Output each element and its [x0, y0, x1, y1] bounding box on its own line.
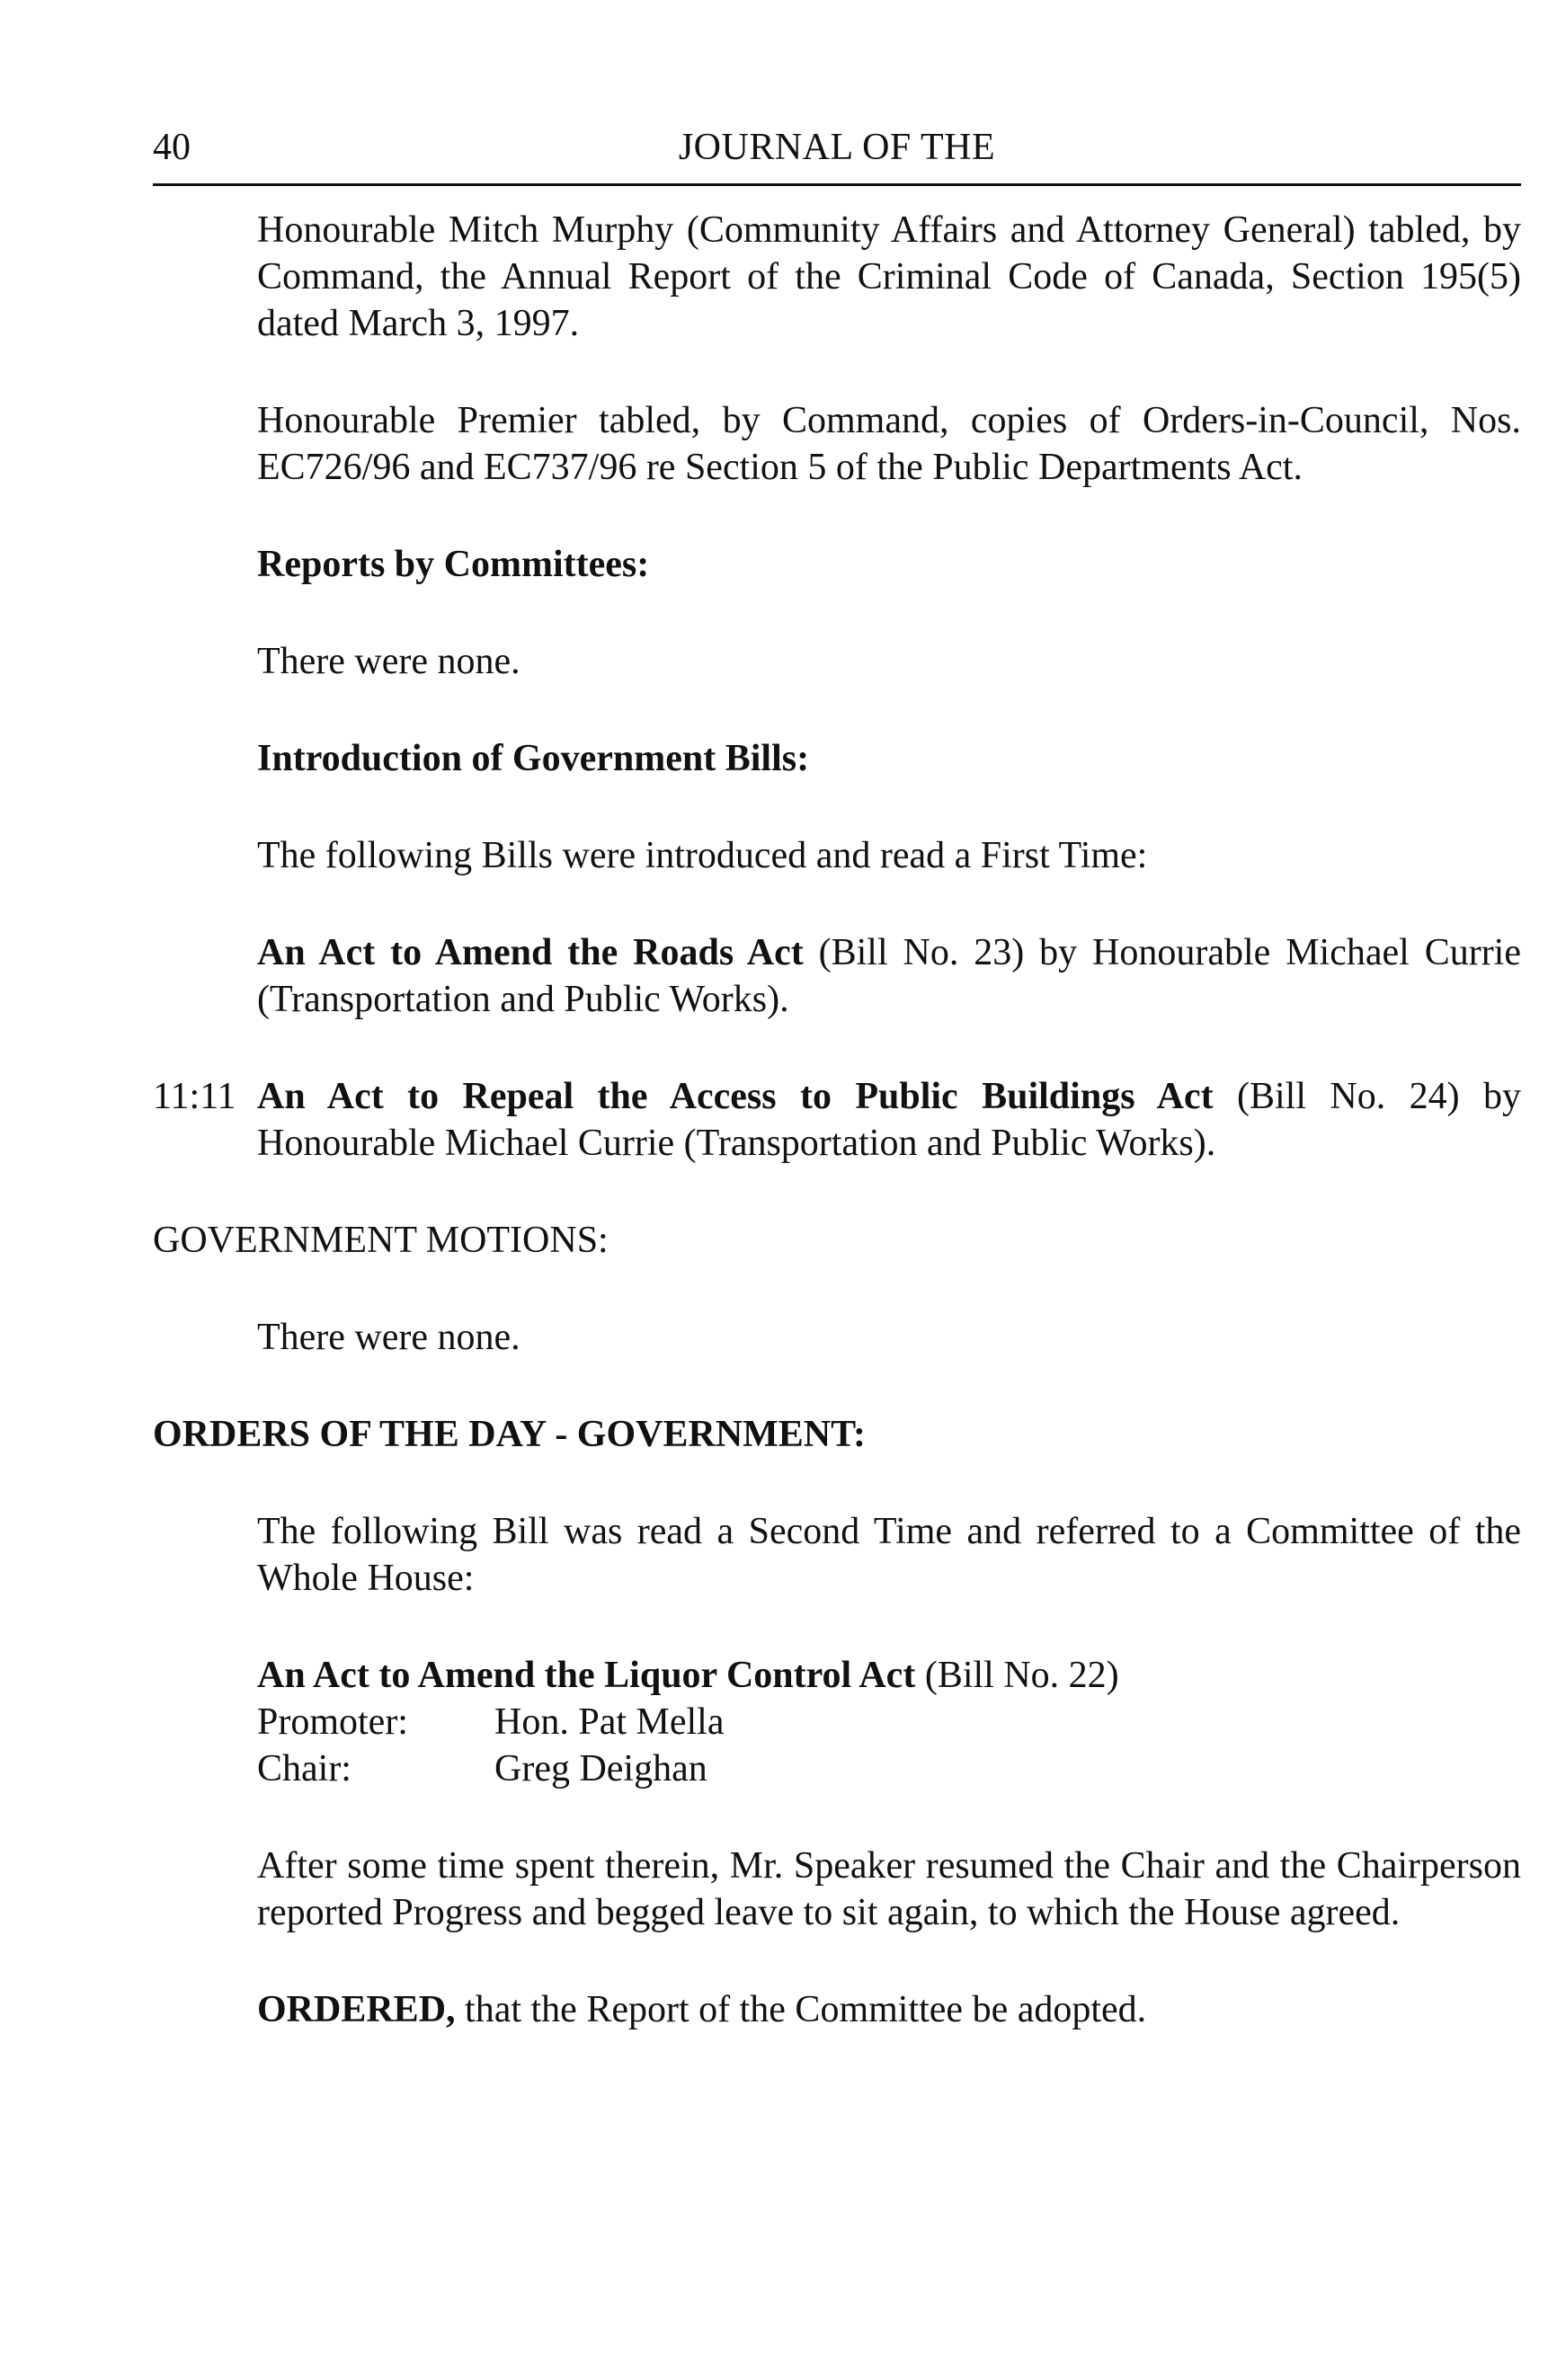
time-stamp: 11:11 — [153, 1076, 236, 1117]
paragraph-text: The following Bills were introduced and read a First Time: — [257, 835, 1148, 876]
promoter-value: Hon. Pat Mella — [494, 1701, 725, 1743]
ordered-text: that the Report of the Committee be adopted. — [455, 1989, 1147, 2030]
running-title: JOURNAL OF THE — [678, 127, 996, 168]
page-content — [153, 207, 1521, 2033]
chair-label: Chair: — [257, 1748, 351, 1789]
bill-22-block — [153, 1652, 1521, 1792]
promoter-row — [257, 1699, 1521, 1745]
paragraph-text: There were none. — [257, 1317, 520, 1358]
paragraph-orders-text — [153, 1508, 1521, 1602]
page-number: 40 — [153, 127, 191, 168]
paragraph-reports-none — [153, 638, 1521, 685]
section-heading: Introduction of Government Bills: — [257, 738, 810, 779]
bill-details: (Bill No. 24) by Honourable Michael Currie (Transportation and Public Works). — [257, 1076, 1521, 1164]
paragraph-after-time — [153, 1843, 1521, 1936]
paragraph-text: Honourable Premier tabled, by Command, copies of Orders-in-Council, Nos. EC726/96 and EC737/96 re Section 5 of the Public Departments Act. — [257, 400, 1521, 488]
heading-government-motions — [153, 1217, 1521, 1264]
bill-title: An Act to Repeal the Access to Public Buildings Act — [257, 1076, 1214, 1117]
paragraph-murphy-tabling — [153, 207, 1521, 347]
paragraph-premier-tabling — [153, 397, 1521, 491]
paragraph-text — [257, 1986, 1521, 2033]
bill-details: (Bill No. 23) by Honourable Michael Currie (Transportation and Public Works). — [257, 932, 1521, 1020]
section-heading: GOVERNMENT MOTIONS: — [153, 1220, 609, 1261]
promoter-label: Promoter: — [257, 1701, 408, 1743]
paragraph-text — [257, 1073, 1521, 1167]
paragraph-text: There were none. — [257, 641, 520, 682]
heading-introduction-government-bills — [153, 735, 1521, 782]
paragraph-intro-text — [153, 832, 1521, 879]
bill-title: An Act to Amend the Liquor Control Act — [257, 1655, 916, 1696]
section-heading: ORDERS OF THE DAY - GOVERNMENT: — [153, 1414, 867, 1455]
bill-details: (Bill No. 22) — [915, 1655, 1119, 1696]
paragraph-bill-24 — [153, 1073, 1521, 1167]
paragraph-government-motions-none — [153, 1314, 1521, 1361]
paragraph-text: Honourable Mitch Murphy (Community Affairs and Attorney General) tabled, by Command, the Annual Report of the Criminal Code of Canada, Section 195(5) dated March 3, 1997. — [257, 209, 1521, 344]
page-header — [153, 126, 1521, 186]
paragraph-text: After some time spent therein, Mr. Speaker resumed the Chair and the Chairperson reported Progress and begged leave to sit again, to which the House agreed. — [257, 1845, 1521, 1933]
ordered-label: ORDERED, — [257, 1989, 456, 2030]
chair-row — [257, 1745, 1521, 1792]
section-heading: Reports by Committees: — [257, 544, 650, 585]
paragraph-text: The following Bill was read a Second Time and referred to a Committee of the Whole House: — [257, 1511, 1521, 1599]
paragraph-bill-23 — [153, 929, 1521, 1023]
paragraph-ordered — [153, 1986, 1521, 2033]
bill-title: An Act to Amend the Roads Act — [257, 932, 804, 973]
paragraph-text — [257, 929, 1521, 1023]
heading-reports-by-committees — [153, 541, 1521, 588]
chair-value: Greg Deighan — [494, 1748, 707, 1789]
heading-orders-of-the-day — [153, 1411, 1521, 1458]
paragraph-text — [257, 1652, 1521, 1699]
